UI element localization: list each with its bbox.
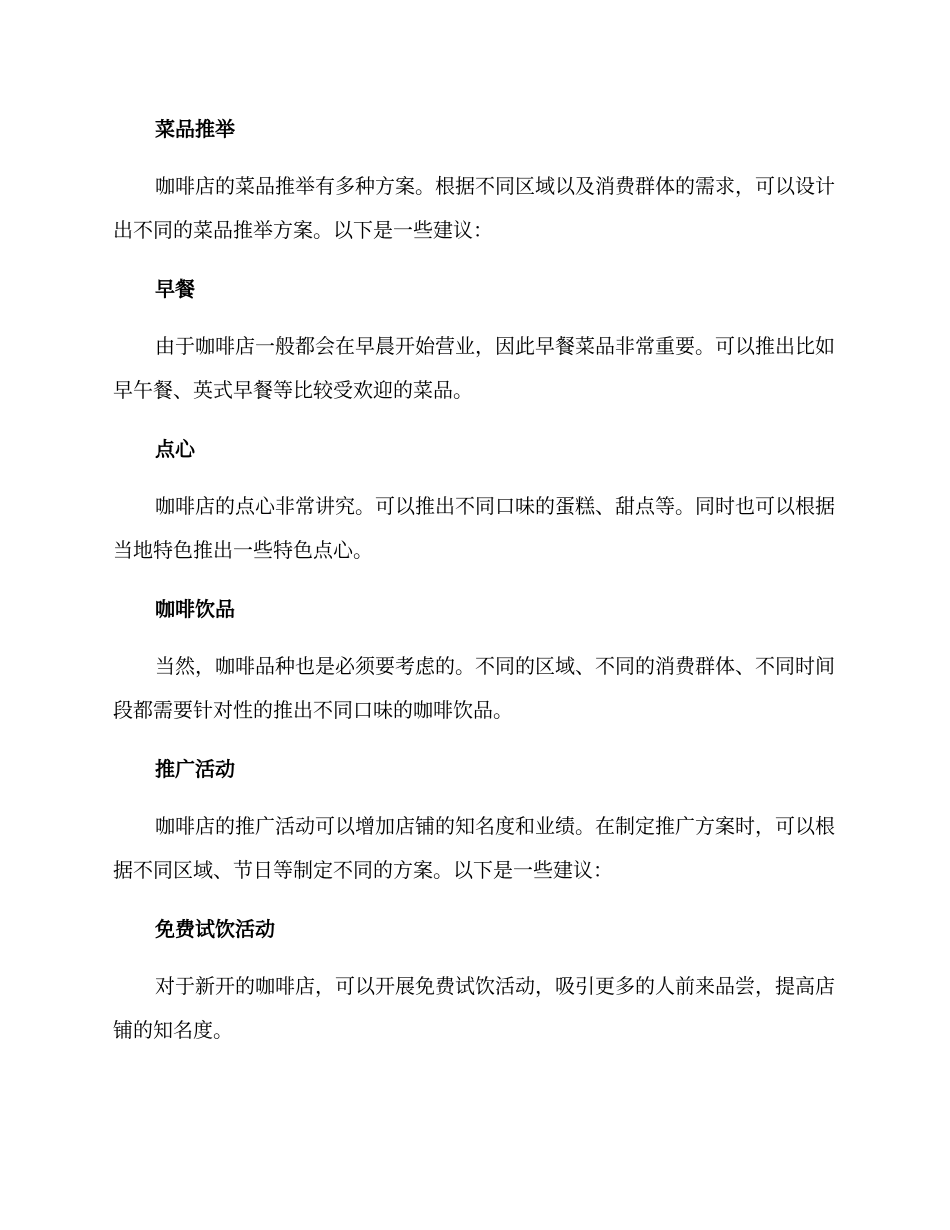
section-paragraph: 由于咖啡店一般都会在早晨开始营业，因此早餐菜品非常重要。可以推出比如早午餐、英式早餐等比较受欢迎的菜品。 (113, 334, 835, 402)
section-heading: 咖啡饮品 (155, 597, 235, 621)
section-heading: 早餐 (155, 277, 195, 301)
section-paragraph: 咖啡店的推广活动可以增加店铺的知名度和业绩。在制定推广方案时，可以根据不同区域、节日等制定不同的方案。以下是一些建议： (113, 814, 835, 882)
section-paragraph: 对于新开的咖啡店，可以开展免费试饮活动，吸引更多的人前来品尝，提高店铺的知名度。 (113, 974, 835, 1042)
section-heading: 点心 (155, 437, 195, 461)
section-heading: 菜品推举 (155, 117, 235, 141)
section-heading: 免费试饮活动 (155, 917, 275, 941)
section-paragraph: 当然，咖啡品种也是必须要考虑的。不同的区域、不同的消费群体、不同时间段都需要针对性的推出不同口味的咖啡饮品。 (113, 654, 835, 722)
section-heading: 推广活动 (155, 757, 235, 781)
section-paragraph: 咖啡店的菜品推举有多种方案。根据不同区域以及消费群体的需求，可以设计出不同的菜品推举方案。以下是一些建议： (113, 174, 835, 242)
section-paragraph: 咖啡店的点心非常讲究。可以推出不同口味的蛋糕、甜点等。同时也可以根据当地特色推出一些特色点心。 (113, 494, 835, 562)
